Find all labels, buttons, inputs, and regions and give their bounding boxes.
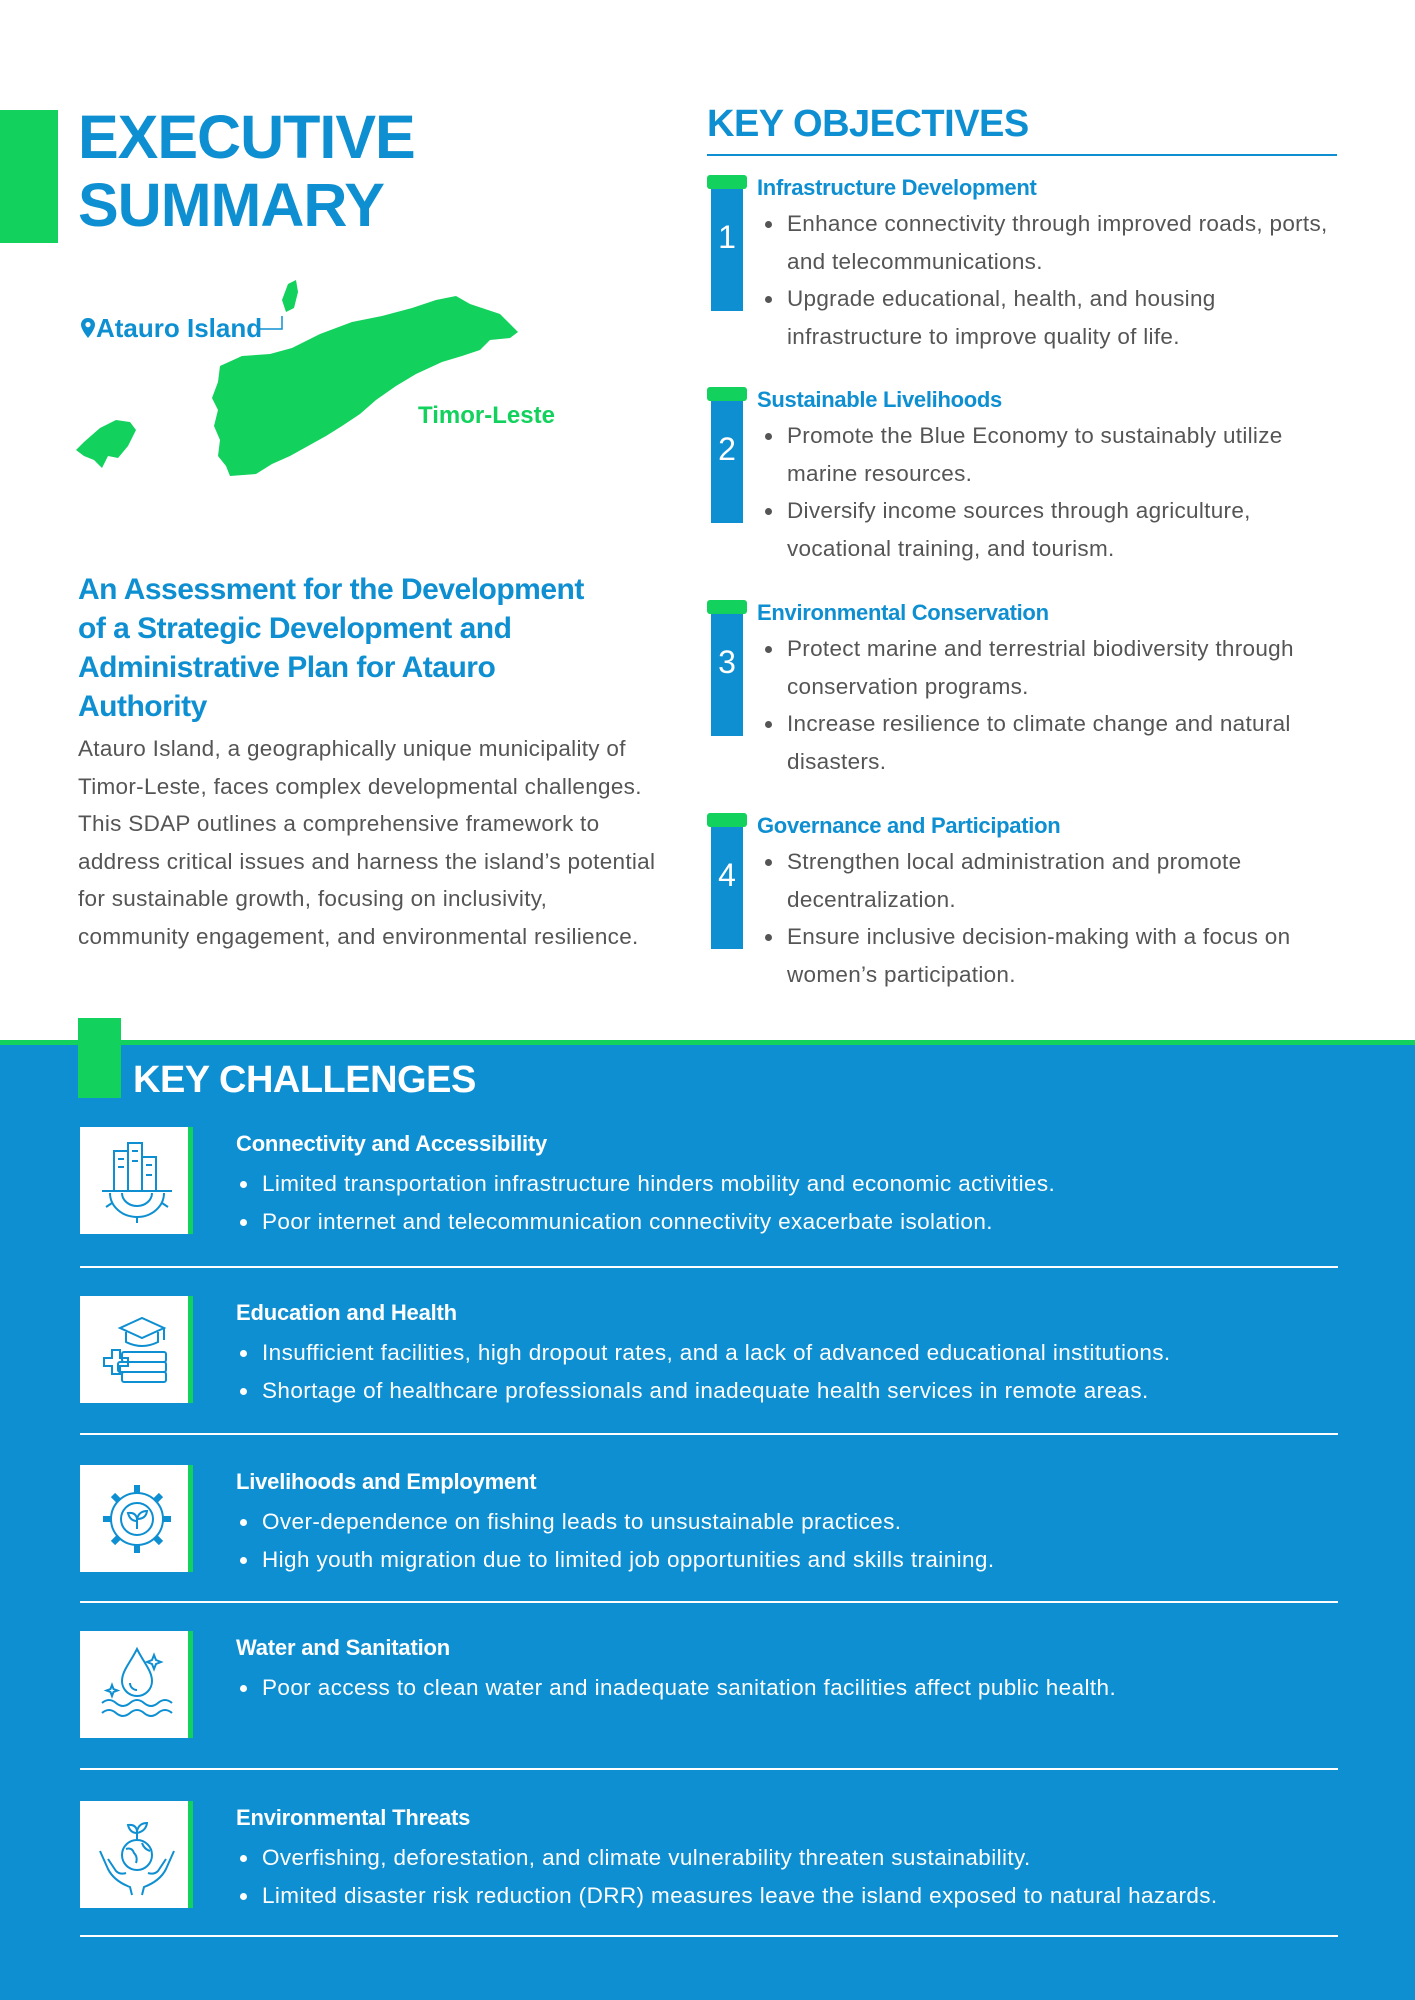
atauro-label-text: Atauro Island [96, 313, 263, 343]
challenge-bullet: Poor internet and telecommunication connectivity exacerbate isolation. [236, 1203, 1346, 1241]
summary-paragraph: Atauro Island, a geographically unique municipality of Timor-Leste, faces complex developmental challenges. This SDAP outlines a comprehensive framework to address critical issues and harness the island’s potential for sustainable growth, focusing on inclusivity, community engagement, and environmental resilience. [78, 736, 656, 949]
page-title-line-2: SUMMARY [78, 171, 384, 239]
water-drop-icon [80, 1631, 193, 1738]
objective-bullets [757, 843, 1352, 993]
objective-bar-cap [707, 175, 747, 189]
objective-bar-cap [707, 387, 747, 401]
challenge-divider [80, 1601, 1338, 1603]
earth-hands-icon [80, 1801, 193, 1908]
objective-item [707, 387, 1347, 577]
challenge-title: Water and Sanitation [236, 1635, 450, 1660]
challenge-bullet: Limited transportation infrastructure hinders mobility and economic activities. [236, 1165, 1346, 1203]
objective-bullet: Strengthen local administration and promote decentralization. [757, 843, 1352, 918]
objective-bullet: Diversify income sources through agriculture, vocational training, and tourism. [757, 492, 1352, 567]
key-objectives-heading: KEY OBJECTIVES [707, 103, 1029, 145]
challenge-bullets [236, 1503, 1346, 1578]
challenge-divider [80, 1935, 1338, 1937]
challenge-title: Connectivity and Accessibility [236, 1131, 548, 1156]
city-gear-icon [80, 1127, 193, 1234]
challenge-bullets [236, 1334, 1346, 1409]
objective-number: 3 [718, 644, 736, 680]
challenge-bullets [236, 1165, 1346, 1240]
objective-number: 2 [718, 431, 736, 467]
objective-bullets [757, 205, 1352, 355]
challenge-divider [80, 1266, 1338, 1268]
challenge-bullet: Overfishing, deforestation, and climate vulnerability threaten sustainability. [236, 1839, 1346, 1877]
timor-leste-map-label: Timor-Leste [418, 402, 555, 429]
challenges-accent-bar [78, 1018, 121, 1098]
objective-item [707, 813, 1347, 1003]
objective-bullet: Promote the Blue Economy to sustainably utilize marine resources. [757, 417, 1352, 492]
challenge-bullet: Shortage of healthcare professionals and inadequate health services in remote areas. [236, 1372, 1346, 1410]
objective-bullet: Increase resilience to climate change and natural disasters. [757, 705, 1352, 780]
challenge-title: Livelihoods and Employment [236, 1469, 537, 1494]
challenge-divider [80, 1768, 1338, 1770]
atauro-map-label [80, 313, 262, 344]
challenge-bullet: Poor access to clean water and inadequate sanitation facilities affect public health. [236, 1669, 1346, 1707]
objective-number: 4 [718, 857, 736, 893]
challenge-bullet: Over-dependence on fishing leads to unsustainable practices. [236, 1503, 1346, 1541]
challenge-title: Environmental Threats [236, 1805, 471, 1830]
objective-bullet: Protect marine and terrestrial biodiversity through conservation programs. [757, 630, 1352, 705]
objective-item [707, 175, 1347, 365]
objective-bar-cap [707, 600, 747, 614]
objective-item [707, 600, 1347, 790]
challenge-title: Education and Health [236, 1300, 457, 1325]
challenge-divider [80, 1433, 1338, 1435]
page-title-line-1: EXECUTIVE [78, 103, 415, 171]
objective-number: 1 [718, 219, 736, 255]
challenge-bullets [236, 1669, 1346, 1707]
challenge-bullet: Insufficient facilities, high dropout rates, and a lack of advanced educational institutions. [236, 1334, 1346, 1372]
map-pin-icon [80, 317, 96, 339]
objective-title: Governance and Participation [757, 813, 1061, 838]
objective-bar-cap [707, 813, 747, 827]
title-accent-bar [0, 110, 58, 243]
objective-title: Sustainable Livelihoods [757, 387, 1002, 412]
objective-bullets [757, 417, 1352, 567]
challenge-bullets [236, 1839, 1346, 1914]
key-objectives-divider [707, 154, 1337, 156]
objective-bullet: Ensure inclusive decision-making with a focus on women’s participation. [757, 918, 1352, 993]
key-challenges-heading: KEY CHALLENGES [133, 1059, 476, 1101]
objective-bullet: Upgrade educational, health, and housing infrastructure to improve quality of life. [757, 280, 1352, 355]
assessment-subtitle: An Assessment for the Development of a Strategic Development and Administrative Plan for Atauro Authority [78, 573, 584, 723]
education-health-icon [80, 1296, 193, 1403]
gear-leaf-icon [80, 1465, 193, 1572]
objective-bullets [757, 630, 1352, 780]
challenge-bullet: High youth migration due to limited job opportunities and skills training. [236, 1541, 1346, 1579]
challenge-bullet: Limited disaster risk reduction (DRR) measures leave the island exposed to natural hazards. [236, 1877, 1346, 1915]
objective-bullet: Enhance connectivity through improved roads, ports, and telecommunications. [757, 205, 1352, 280]
page-title [78, 103, 598, 239]
objective-title: Infrastructure Development [757, 175, 1037, 200]
objective-title: Environmental Conservation [757, 600, 1049, 625]
